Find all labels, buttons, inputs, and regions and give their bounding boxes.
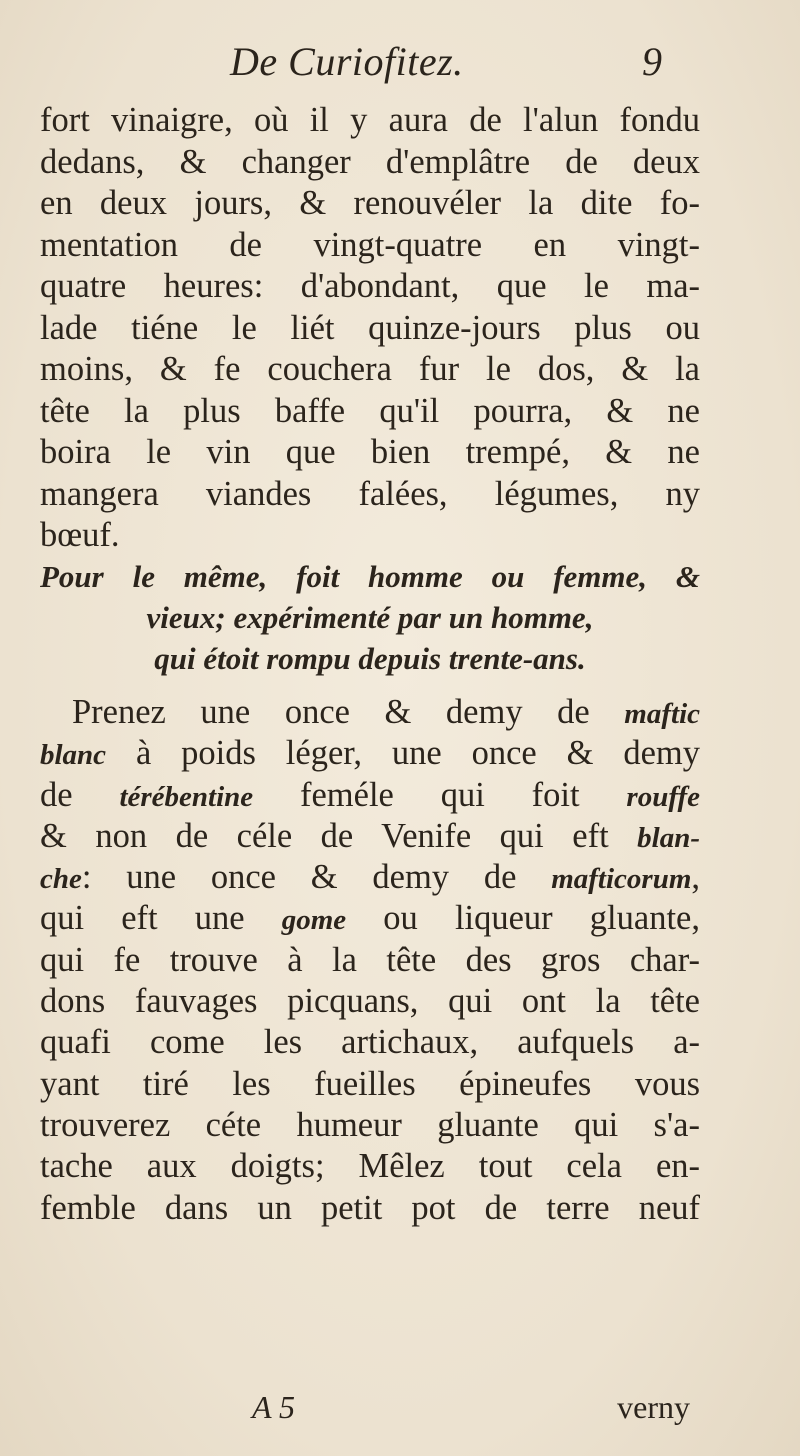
italic-term: maftic [624, 698, 700, 730]
italic-term: blanc [40, 739, 107, 772]
text-line: fort vinaigre, où il y aura de l'alun fondu [40, 101, 700, 139]
text-line: mangera viandes falées, légumes, ny [40, 474, 700, 513]
text-line [40, 733, 700, 774]
recipe-heading [40, 556, 700, 679]
page-footer [40, 1389, 700, 1429]
page-header [62, 38, 662, 96]
text-span: : une once & demy de [81, 858, 552, 897]
text-line: dedans, & changer d'emplâtre de deux [40, 142, 700, 181]
text-line: qui fe trouve à la tête des gros char- [40, 940, 700, 979]
italic-term: rouffe [626, 780, 700, 813]
running-head: De Curiofitez. [230, 39, 464, 84]
text-span: de [40, 775, 120, 814]
paragraph-2 [40, 692, 700, 1229]
heading-line: vieux; expérimenté par un homme, [146, 600, 594, 635]
italic-term: mafticorum [551, 863, 692, 896]
text-span: feméle qui foit [253, 775, 627, 814]
text-line: dons fauvages picquans, qui ont la tête [40, 982, 700, 1021]
text-line: tache aux doigts; Mêlez tout cela en- [40, 1147, 700, 1186]
heading-line: qui étoit rompu depuis trente-ans. [154, 641, 586, 676]
italic-term: gome [281, 904, 347, 937]
text-span: ou liqueur gluante, [346, 899, 700, 938]
text-line [40, 898, 700, 939]
text-line: lade tiéne le liét quinze-jours plus ou [40, 308, 700, 347]
catchword: verny [617, 1389, 690, 1425]
heading-line: Pour le même, foit homme ou femme, & [40, 559, 700, 594]
text-line: quafi come les artichaux, aufquels a- [40, 1023, 700, 1062]
signature-mark: A 5 [252, 1389, 295, 1425]
text-line [40, 816, 700, 857]
text-line: trouverez céte humeur gluante qui s'a- [40, 1105, 700, 1144]
text-line: yant tiré les fueilles épineufes vous [40, 1064, 700, 1103]
text-span: , [691, 858, 700, 897]
text-line: boira le vin que bien trempé, & ne [40, 433, 700, 471]
text-span: & non de céle de Venife qui eft [40, 816, 638, 855]
paragraph-1 [40, 100, 700, 557]
text-line [40, 775, 700, 816]
text-span: Prenez une once & demy de [72, 693, 625, 731]
text-line: mentation de vingt-quatre en vingt- [40, 225, 700, 264]
text-line: tête la plus baffe qu'il pourra, & ne [40, 391, 700, 430]
text-line: bœuf. [40, 516, 120, 554]
text-line: quatre heures: d'abondant, que le ma- [40, 267, 700, 305]
text-span: à poids léger, une once & demy [106, 734, 700, 773]
text-span: qui eft une [40, 899, 282, 938]
italic-term: che [40, 863, 82, 896]
text-line: femble dans un petit pot de terre neuf [40, 1188, 700, 1227]
text-line [40, 692, 700, 733]
italic-term: térébentine [119, 780, 254, 813]
text-line: en deux jours, & renouvéler la dite fo- [40, 184, 700, 222]
text-line [40, 857, 700, 898]
text-line: moins, & fe couchera fur le dos, & la [40, 350, 700, 388]
page-number: 9 [642, 39, 662, 84]
italic-term: blan- [637, 821, 700, 854]
